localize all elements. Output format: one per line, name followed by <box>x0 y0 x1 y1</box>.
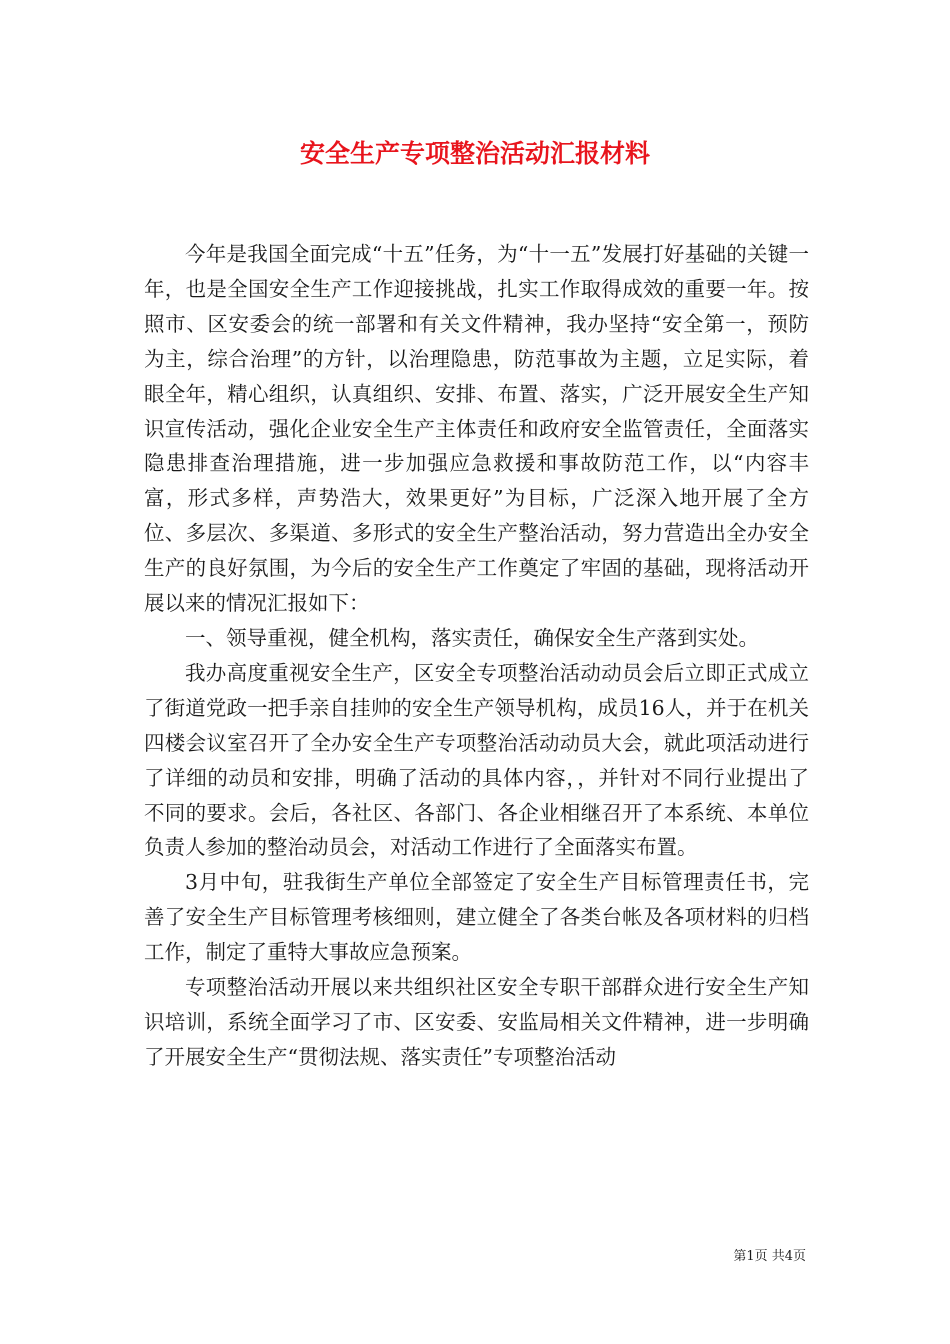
paragraph-march: 3月中旬，驻我街生产单位全部签定了安全生产目标管理责任书，完善了安全生产目标管理考核细则，建立健全了各类台帐及各项材料的归档工作，制定了重特大事故应急预案。 <box>144 870 809 965</box>
page-number: 第1页 共4页 <box>733 1249 806 1264</box>
paragraph-leadership: 我办高度重视安全生产，区安全专项整治活动动员会后立即正式成立了街道党政一把手亲自挂帅的安全生产领导机构，成员16人，并于在机关四楼会议室召开了全办安全生产专项整治活动动员大会，就此项活动进行了详细的动员和安排，明确了活动的具体内容，，并针对不同行业提出了不同的要求。会后，各社区、各部门、各企业相继召开了本系统、本单位负责人参加的整治动员会，对活动工作进行了全面落实布置。 <box>144 660 809 860</box>
document-title: 安全生产专项整治活动汇报材料 <box>299 139 650 168</box>
paragraph-section-heading: 一、领导重视，健全机构，落实责任，确保安全生产落到实处。 <box>185 625 759 650</box>
paragraph-training: 专项整治活动开展以来共组织社区安全专职干部群众进行安全生产知识培训，系统全面学习了市、区安委、安监局相关文件精神，进一步明确了开展安全生产“贯彻法规、落实责任”专项整治活动 <box>144 975 809 1069</box>
document-body <box>144 237 809 1075</box>
paragraph-intro: 今年是我国全面完成“十五”任务，为“十一五”发展打好基础的关键一年，也是全国安全生产工作迎接挑战，扎实工作取得成效的重要一年。按照市、区安委会的统一部署和有关文件精神，我办坚持“安全第一，预防为主，综合治理”的方针，以治理隐患，防范事故为主题，立足实际，着眼全年，精心组织，认真组织、安排、布置、落实，广泛开展安全生产知识宣传活动，强化企业安全生产主体责任和政府安全监管责任，全面落实隐患排查治理措施，进一步加强应急救援和事故防范工作，以“内容丰富，形式多样，声势浩大，效果更好”为目标，广泛深入地开展了全方位、多层次、多渠道、多形式的安全生产整治活动，努力营造出全办安全生产的良好氛围，为今后的安全生产工作奠定了牢固的基础，现将活动开展以来的情况汇报如下： <box>144 242 809 616</box>
